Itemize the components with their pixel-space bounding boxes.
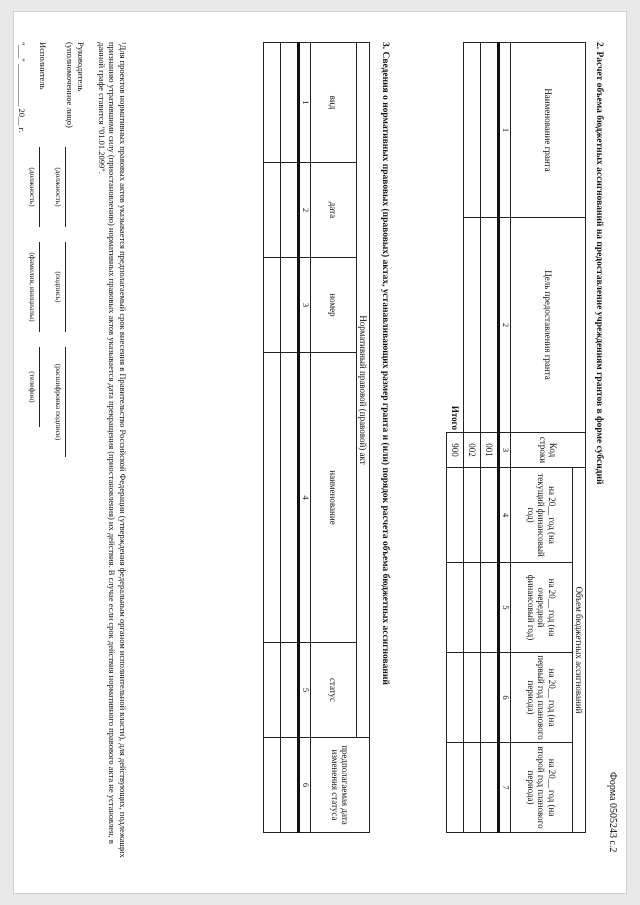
header-kind: вид [310,43,356,163]
header-year-first: на 20__ год (на первый год планового периода) [510,653,572,743]
header-row-code: Код строки [510,433,585,468]
col-num: 4 [298,353,310,643]
value-cell[interactable] [463,468,480,563]
act-number-cell[interactable] [263,258,280,353]
value-cell[interactable] [480,743,498,833]
act-status-date-cell[interactable] [280,738,298,833]
act-date-cell[interactable] [280,163,298,258]
decode-line[interactable] [65,347,66,457]
act-date-cell[interactable] [263,163,280,258]
footnote: ¹Для проектов нормативных правовых актов указывается предполагаемый срок внесения в Правительство Российской Федерации (утверждения федеральным органом исполнительной власти), для действующих, подлежащих признанию утратившими силу (приостановлению) нормативных правовых актов указывается дата прекращения (приостановления) их действия. В случае если срок действия нормативного правового акта не установлен, в данной графе ставится "01.01.2099". [96,42,128,858]
total-value-cell[interactable] [446,563,463,653]
col-num: 5 [498,563,510,653]
grant-name-cell[interactable] [463,43,480,218]
caption-signature: (подпись) [54,271,63,303]
phone-line[interactable] [39,347,40,427]
header-volume: Объем бюджетных ассигнований [572,468,585,833]
header-grant-name: Наименование гранта [510,43,585,218]
caption-phone: (телефон) [28,371,37,403]
col-num: 3 [498,433,510,468]
col-num: 4 [498,468,510,563]
header-number: номер [310,258,356,353]
grant-purpose-cell[interactable] [480,218,498,433]
section2-title: 2. Расчет объема бюджетных ассигнований на предоставление учреждениям грантов в форме субсидий [594,42,604,485]
total-code-cell: 900 [446,433,463,468]
row-code-cell: 002 [463,433,480,468]
head-sublabel: (уполномоченное лицо) [65,42,75,128]
value-cell[interactable] [463,563,480,653]
position-line[interactable] [65,147,66,227]
blank-cell [446,43,463,218]
total-row [446,43,463,833]
head-label: Руководитель [76,42,86,92]
executor-label: Исполнитель [38,42,48,90]
act-kind-cell[interactable] [263,43,280,163]
col-num: 6 [498,653,510,743]
caption-position: (должность) [54,167,63,207]
rotated-form [14,12,626,893]
act-kind-cell[interactable] [280,43,298,163]
act-status-date-cell[interactable] [263,738,280,833]
act-status-cell[interactable] [263,643,280,738]
act-status-cell[interactable] [280,643,298,738]
header-status-date: предполагаемая дата изменения статуса [310,738,369,833]
header-grant-purpose: Цель предоставления гранта [510,218,585,433]
grants-table [446,42,586,833]
value-cell[interactable] [480,563,498,653]
table-row [263,43,280,833]
col-num: 5 [298,643,310,738]
header-status: статус [310,643,356,738]
act-number-cell[interactable] [280,258,298,353]
act-name-cell[interactable] [263,353,280,643]
column-numbers-row [498,43,510,833]
grant-purpose-cell[interactable] [463,218,480,433]
document-page [14,12,626,893]
header-year-current: на 20__ год (на текущий финансовый год) [510,468,572,563]
value-cell[interactable] [480,468,498,563]
table-row [480,43,498,833]
section3-title: 3. Сведения о нормативных правовых (правовых) актах, устанавливающих размер гранта и (или) порядок расчета объема бюджетных ассигнований [380,42,390,685]
col-num: 2 [498,218,510,433]
table-row [280,43,298,833]
table-row [463,43,480,833]
header-year-next: на 20__ год (на очередной финансовый год) [510,563,572,653]
grant-name-cell[interactable] [480,43,498,218]
total-value-cell[interactable] [446,653,463,743]
col-num: 3 [298,258,310,353]
row-code-cell: 001 [480,433,498,468]
col-num: 1 [498,43,510,218]
caption-position-2: (должность) [28,167,37,207]
caption-decode: (расшифровка подписи) [54,363,63,441]
caption-name: (фамилия, инициалы) [28,252,37,322]
executor-position-line[interactable] [39,147,40,227]
date-line: "___" __________ 20__ г. [17,42,27,133]
header-date: дата [310,163,356,258]
col-num: 2 [298,163,310,258]
header-act-name: наименование [310,353,356,643]
value-cell[interactable] [480,653,498,743]
total-value-cell[interactable] [446,468,463,563]
form-number: Форма 0505243 с.2 [607,772,618,853]
act-name-cell[interactable] [280,353,298,643]
col-num: 1 [298,43,310,163]
column-numbers-row [298,43,310,833]
header-year-second: на 20__ год (на второй год планового периода) [510,743,572,833]
total-value-cell[interactable] [446,743,463,833]
value-cell[interactable] [463,653,480,743]
signature-line[interactable] [65,242,66,332]
col-num: 6 [298,738,310,833]
executor-name-line[interactable] [39,242,40,332]
header-normative-act: Нормативный правовой (правовой) акт [356,43,369,738]
col-num: 7 [498,743,510,833]
acts-table [263,42,370,833]
total-label: Итого [449,405,460,430]
value-cell[interactable] [463,743,480,833]
